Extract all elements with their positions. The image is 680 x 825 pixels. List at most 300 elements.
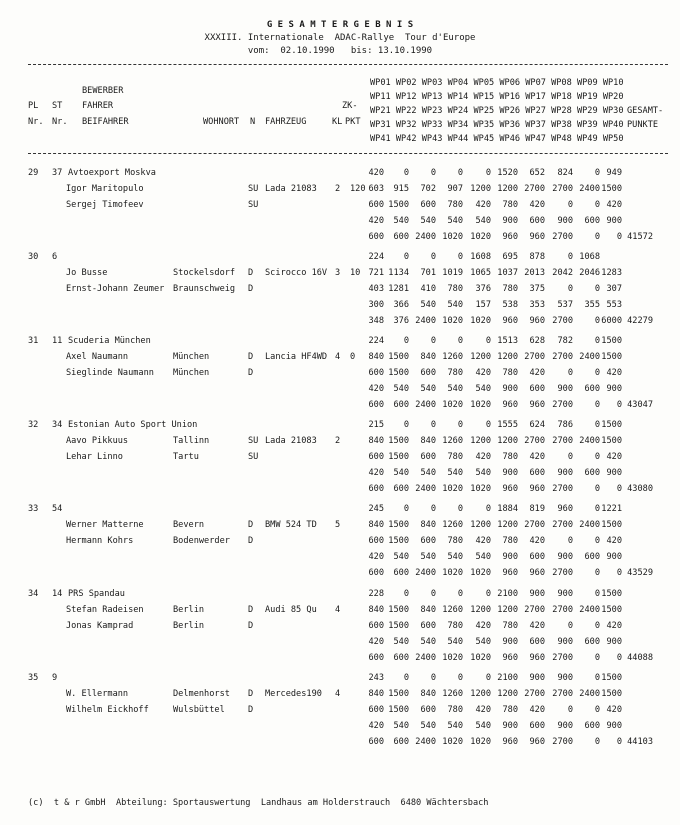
event-dates: vom: 02.10.1990 bis: 13.10.1990 <box>247 46 433 56</box>
stage-time-cell: 420 <box>368 721 384 731</box>
stage-time-cell: 600 <box>368 452 384 462</box>
stage-time-cell: 624 <box>529 420 545 430</box>
stage-time-cell: 420 <box>529 200 545 210</box>
entry-codriver-nation: D <box>248 536 254 546</box>
stage-time-cell: 157 <box>475 300 491 310</box>
stage-time-cell: 540 <box>420 384 436 394</box>
stage-time-cell: 915 <box>393 184 409 194</box>
stage-time-cell: 878 <box>529 252 545 262</box>
stage-time-cell: 900 <box>557 721 573 731</box>
stage-time-cell: 1500 <box>601 589 622 599</box>
stage-time-cell: 780 <box>502 621 518 631</box>
stage-time-cell: 366 <box>393 300 409 310</box>
header-separator-bottom <box>28 153 668 154</box>
stage-time-cell: 0 <box>616 232 622 242</box>
stage-time-cell: 600 <box>584 721 600 731</box>
stage-time-cell: 2700 <box>552 184 573 194</box>
stage-time-cell: 840 <box>368 436 384 446</box>
stage-time-cell: 0 <box>430 168 436 178</box>
stage-time-cell: 0 <box>594 336 600 346</box>
stage-time-cell: 1020 <box>442 484 463 494</box>
stage-time-cell: 1019 <box>442 268 463 278</box>
stage-time-cell: 2700 <box>552 316 573 326</box>
stage-time-cell: 0 <box>594 621 600 631</box>
stage-time-cell: 420 <box>368 168 384 178</box>
entry-place: 30 <box>28 252 39 262</box>
stage-time-cell: 0 <box>430 420 436 430</box>
stage-time-cell: 600 <box>529 552 545 562</box>
stage-time-cell: 2700 <box>552 352 573 362</box>
stage-time-cell: 960 <box>502 232 518 242</box>
stage-time-cell: 600 <box>393 737 409 747</box>
stage-time-cell: 1200 <box>470 184 491 194</box>
stage-time-cell: 780 <box>447 705 463 715</box>
stage-time-cell: 1020 <box>442 653 463 663</box>
entry-total: 43080 <box>627 484 653 494</box>
stage-time-cell: 900 <box>502 637 518 647</box>
stage-time-cell: 2400 <box>579 436 600 446</box>
stage-time-cell: 540 <box>475 552 491 562</box>
stage-time-cell: 0 <box>616 400 622 410</box>
stage-time-cell: 0 <box>403 589 409 599</box>
entry-class: 5 <box>335 520 341 530</box>
entry-driver-hometown: München <box>173 352 210 362</box>
stage-time-cell: 420 <box>368 216 384 226</box>
stage-time-cell: 540 <box>447 300 463 310</box>
entry-place: 34 <box>28 589 39 599</box>
stage-time-cell: 420 <box>475 368 491 378</box>
stage-time-cell: 0 <box>567 284 573 294</box>
entry-place: 32 <box>28 420 39 430</box>
stage-time-cell: 840 <box>420 352 436 362</box>
stage-time-cell: 0 <box>430 504 436 514</box>
stage-time-cell: 228 <box>368 589 384 599</box>
stage-time-cell: 403 <box>368 284 384 294</box>
col-kl: KL <box>332 117 343 127</box>
stage-time-cell: 420 <box>529 621 545 631</box>
entry-nation: D <box>248 605 254 615</box>
stage-time-cell: 540 <box>393 552 409 562</box>
stage-time-cell: 540 <box>475 637 491 647</box>
entry-total: 44088 <box>627 653 653 663</box>
stage-time-cell: 420 <box>475 536 491 546</box>
stage-time-cell: 2700 <box>552 520 573 530</box>
stage-time-cell: 376 <box>475 284 491 294</box>
entry-codriver-nation: SU <box>248 200 259 210</box>
stage-time-cell: 420 <box>368 552 384 562</box>
stage-time-cell: 786 <box>557 420 573 430</box>
entry-codriver-hometown: Braunschweig <box>173 284 236 294</box>
stage-time-cell: 2013 <box>524 268 545 278</box>
stage-time-cell: 600 <box>368 568 384 578</box>
stage-time-cell: 0 <box>485 168 491 178</box>
stage-time-cell: 0 <box>403 673 409 683</box>
stage-time-cell: 0 <box>594 589 600 599</box>
col-wp-row3: WP21 WP22 WP23 WP24 WP25 WP26 WP27 WP28 WP29 WP30 <box>370 106 624 116</box>
stage-time-cell: 780 <box>447 200 463 210</box>
stage-time-cell: 960 <box>502 316 518 326</box>
stage-time-cell: 1200 <box>497 184 518 194</box>
stage-time-cell: 900 <box>606 637 622 647</box>
stage-time-cell: 600 <box>529 721 545 731</box>
entry-class: 2 <box>335 436 341 446</box>
stage-time-cell: 353 <box>529 300 545 310</box>
stage-time-cell: 1500 <box>388 621 409 631</box>
stage-time-cell: 900 <box>606 468 622 478</box>
stage-time-cell: 0 <box>457 252 463 262</box>
stage-time-cell: 1500 <box>601 420 622 430</box>
entry-nation: D <box>248 520 254 530</box>
stage-time-cell: 1020 <box>442 737 463 747</box>
stage-time-cell: 0 <box>594 168 600 178</box>
stage-time-cell: 1500 <box>601 673 622 683</box>
stage-time-cell: 780 <box>502 452 518 462</box>
entry-points: 120 <box>350 184 366 194</box>
stage-time-cell: 540 <box>447 637 463 647</box>
stage-time-cell: 0 <box>594 653 600 663</box>
entry-driver-hometown: Tallinn <box>173 436 210 446</box>
stage-time-cell: 1500 <box>601 436 622 446</box>
col-st: ST <box>52 101 63 111</box>
entry-points: 10 <box>350 268 361 278</box>
entry-codriver: Sergej Timofeev <box>66 200 144 210</box>
stage-time-cell: 824 <box>557 168 573 178</box>
entry-driver-hometown: Stockelsdorf <box>173 268 236 278</box>
stage-time-cell: 721 <box>368 268 384 278</box>
stage-time-cell: 1200 <box>497 436 518 446</box>
stage-time-cell: 960 <box>529 232 545 242</box>
stage-time-cell: 960 <box>502 653 518 663</box>
stage-time-cell: 420 <box>606 368 622 378</box>
stage-time-cell: 960 <box>529 653 545 663</box>
stage-time-cell: 600 <box>584 216 600 226</box>
entry-start-number: 37 <box>52 168 63 178</box>
stage-time-cell: 900 <box>606 552 622 562</box>
stage-time-cell: 540 <box>447 384 463 394</box>
entry-total: 42279 <box>627 316 653 326</box>
entry-codriver: Wilhelm Eickhoff <box>66 705 149 715</box>
stage-time-cell: 1500 <box>388 689 409 699</box>
stage-time-cell: 1513 <box>497 336 518 346</box>
stage-time-cell: 1200 <box>470 436 491 446</box>
stage-time-cell: 1020 <box>470 400 491 410</box>
stage-time-cell: 1200 <box>470 352 491 362</box>
stage-time-cell: 0 <box>403 420 409 430</box>
stage-time-cell: 1500 <box>388 368 409 378</box>
stage-time-cell: 840 <box>368 352 384 362</box>
stage-time-cell: 224 <box>368 252 384 262</box>
stage-time-cell: 2700 <box>552 484 573 494</box>
stage-time-cell: 782 <box>557 336 573 346</box>
stage-time-cell: 420 <box>368 468 384 478</box>
stage-time-cell: 2700 <box>552 737 573 747</box>
stage-time-cell: 600 <box>368 737 384 747</box>
stage-time-cell: 1200 <box>497 689 518 699</box>
stage-time-cell: 780 <box>502 368 518 378</box>
stage-time-cell: 540 <box>420 468 436 478</box>
stage-time-cell: 0 <box>485 673 491 683</box>
entry-driver: Jo Busse <box>66 268 108 278</box>
stage-time-cell: 2700 <box>524 689 545 699</box>
stage-time-cell: 0 <box>594 673 600 683</box>
stage-time-cell: 0 <box>594 536 600 546</box>
stage-time-cell: 2400 <box>415 653 436 663</box>
stage-time-cell: 420 <box>529 452 545 462</box>
stage-time-cell: 0 <box>485 589 491 599</box>
stage-time-cell: 1281 <box>388 284 409 294</box>
stage-time-cell: 0 <box>430 252 436 262</box>
stage-time-cell: 900 <box>606 384 622 394</box>
stage-time-cell: 600 <box>420 368 436 378</box>
header-separator-top <box>28 64 668 65</box>
stage-time-cell: 540 <box>475 468 491 478</box>
col-n: N <box>250 117 256 127</box>
stage-time-cell: 0 <box>594 200 600 210</box>
stage-time-cell: 420 <box>529 705 545 715</box>
stage-time-cell: 600 <box>584 468 600 478</box>
stage-time-cell: 780 <box>447 452 463 462</box>
stage-time-cell: 0 <box>567 705 573 715</box>
stage-time-cell: 538 <box>502 300 518 310</box>
stage-time-cell: 0 <box>594 568 600 578</box>
stage-time-cell: 2700 <box>524 436 545 446</box>
stage-time-cell: 0 <box>594 284 600 294</box>
stage-time-cell: 307 <box>606 284 622 294</box>
entry-driver: Werner Matterne <box>66 520 144 530</box>
stage-time-cell: 1520 <box>497 168 518 178</box>
entry-points: 0 <box>350 352 356 362</box>
entry-vehicle: BMW 524 TD <box>265 520 317 530</box>
stage-time-cell: 900 <box>502 384 518 394</box>
stage-time-cell: 0 <box>485 420 491 430</box>
stage-time-cell: 780 <box>447 536 463 546</box>
stage-time-cell: 2700 <box>552 605 573 615</box>
stage-time-cell: 0 <box>594 368 600 378</box>
stage-time-cell: 840 <box>420 436 436 446</box>
stage-time-cell: 960 <box>502 737 518 747</box>
stage-time-cell: 600 <box>393 568 409 578</box>
stage-time-cell: 540 <box>420 637 436 647</box>
stage-time-cell: 600 <box>420 536 436 546</box>
stage-time-cell: 540 <box>393 721 409 731</box>
stage-time-cell: 900 <box>606 721 622 731</box>
col-pl: PL <box>28 101 39 111</box>
stage-time-cell: 2400 <box>415 568 436 578</box>
stage-time-cell: 960 <box>529 400 545 410</box>
document-title: G E S A M T E R G E B N I S <box>266 20 414 30</box>
entry-entrant: Estonian Auto Sport Union <box>68 420 198 430</box>
entry-codriver-hometown: Wulsbüttel <box>173 705 225 715</box>
stage-time-cell: 540 <box>475 721 491 731</box>
stage-time-cell: 695 <box>502 252 518 262</box>
stage-time-cell: 960 <box>502 568 518 578</box>
entry-start-number: 6 <box>52 252 58 262</box>
stage-time-cell: 2700 <box>524 352 545 362</box>
stage-time-cell: 819 <box>529 504 545 514</box>
stage-time-cell: 540 <box>420 721 436 731</box>
stage-time-cell: 420 <box>368 384 384 394</box>
stage-time-cell: 1065 <box>470 268 491 278</box>
stage-time-cell: 2400 <box>579 184 600 194</box>
entry-vehicle: Lancia HF4WD <box>265 352 328 362</box>
stage-time-cell: 600 <box>529 468 545 478</box>
stage-time-cell: 1020 <box>470 316 491 326</box>
stage-time-cell: 0 <box>403 336 409 346</box>
entry-class: 4 <box>335 352 341 362</box>
stage-time-cell: 540 <box>475 216 491 226</box>
stage-time-cell: 0 <box>457 504 463 514</box>
stage-time-cell: 1884 <box>497 504 518 514</box>
stage-time-cell: 0 <box>567 368 573 378</box>
stage-time-cell: 2042 <box>552 268 573 278</box>
stage-time-cell: 1200 <box>497 352 518 362</box>
stage-time-cell: 1020 <box>470 653 491 663</box>
stage-time-cell: 600 <box>368 200 384 210</box>
stage-time-cell: 780 <box>447 368 463 378</box>
entry-class: 2 <box>335 184 341 194</box>
stage-time-cell: 780 <box>502 200 518 210</box>
stage-time-cell: 600 <box>393 232 409 242</box>
entry-codriver: Sieglinde Naumann <box>66 368 154 378</box>
stage-time-cell: 348 <box>368 316 384 326</box>
stage-time-cell: 600 <box>368 368 384 378</box>
entry-codriver-hometown: München <box>173 368 210 378</box>
stage-time-cell: 0 <box>403 252 409 262</box>
entry-driver: Axel Naumann <box>66 352 129 362</box>
entry-codriver-nation: D <box>248 705 254 715</box>
stage-time-cell: 960 <box>529 484 545 494</box>
stage-time-cell: 840 <box>420 689 436 699</box>
col-beifahrer: BEIFAHRER <box>82 117 129 127</box>
stage-time-cell: 900 <box>502 721 518 731</box>
stage-time-cell: 540 <box>393 637 409 647</box>
stage-time-cell: 2400 <box>415 316 436 326</box>
stage-time-cell: 0 <box>594 316 600 326</box>
stage-time-cell: 2700 <box>552 568 573 578</box>
stage-time-cell: 1020 <box>442 568 463 578</box>
stage-time-cell: 540 <box>447 468 463 478</box>
stage-time-cell: 1200 <box>470 520 491 530</box>
col-wp-row4: WP31 WP32 WP33 WP34 WP35 WP36 WP37 WP38 WP39 WP40 <box>370 120 624 130</box>
stage-time-cell: 600 <box>584 552 600 562</box>
stage-time-cell: 600 <box>368 484 384 494</box>
stage-time-cell: 949 <box>606 168 622 178</box>
stage-time-cell: 2400 <box>415 232 436 242</box>
stage-time-cell: 2400 <box>579 605 600 615</box>
stage-time-cell: 1200 <box>497 520 518 530</box>
col-wp-row5: WP41 WP42 WP43 WP44 WP45 WP46 WP47 WP48 WP49 WP50 <box>370 134 624 144</box>
stage-time-cell: 900 <box>529 673 545 683</box>
stage-time-cell: 0 <box>430 673 436 683</box>
stage-time-cell: 0 <box>594 737 600 747</box>
stage-time-cell: 0 <box>616 737 622 747</box>
stage-time-cell: 0 <box>457 589 463 599</box>
stage-time-cell: 420 <box>529 368 545 378</box>
stage-time-cell: 600 <box>529 216 545 226</box>
stage-time-cell: 2400 <box>415 484 436 494</box>
entry-codriver-nation: D <box>248 621 254 631</box>
stage-time-cell: 2700 <box>524 520 545 530</box>
stage-time-cell: 2700 <box>524 184 545 194</box>
stage-time-cell: 600 <box>420 705 436 715</box>
col-fahrzeug: FAHRZEUG <box>265 117 307 127</box>
entry-codriver-hometown: Berlin <box>173 621 205 631</box>
stage-time-cell: 0 <box>403 168 409 178</box>
entry-driver-hometown: Bevern <box>173 520 205 530</box>
entry-codriver: Ernst-Johann Zeumer <box>66 284 165 294</box>
stage-time-cell: 420 <box>368 637 384 647</box>
entry-start-number: 34 <box>52 420 63 430</box>
stage-time-cell: 0 <box>616 653 622 663</box>
entry-nation: SU <box>248 436 259 446</box>
stage-time-cell: 243 <box>368 673 384 683</box>
stage-time-cell: 780 <box>502 705 518 715</box>
stage-time-cell: 600 <box>393 484 409 494</box>
col-wp-row2: WP11 WP12 WP13 WP14 WP15 WP16 WP17 WP18 WP19 WP20 <box>370 92 624 102</box>
stage-time-cell: 2400 <box>415 737 436 747</box>
stage-time-cell: 1020 <box>442 400 463 410</box>
stage-time-cell: 376 <box>393 316 409 326</box>
stage-time-cell: 0 <box>594 705 600 715</box>
stage-time-cell: 1500 <box>601 184 622 194</box>
stage-time-cell: 1134 <box>388 268 409 278</box>
entry-class: 4 <box>335 605 341 615</box>
stage-time-cell: 215 <box>368 420 384 430</box>
entry-place: 31 <box>28 336 39 346</box>
stage-time-cell: 840 <box>368 689 384 699</box>
stage-time-cell: 600 <box>420 621 436 631</box>
col-zk: ZK- <box>342 101 358 111</box>
stage-time-cell: 0 <box>485 504 491 514</box>
stage-time-cell: 600 <box>368 536 384 546</box>
stage-time-cell: 907 <box>447 184 463 194</box>
stage-time-cell: 960 <box>502 400 518 410</box>
entry-codriver: Lehar Linno <box>66 452 123 462</box>
stage-time-cell: 600 <box>368 653 384 663</box>
entry-driver: Igor Maritopulo <box>66 184 144 194</box>
entry-driver: Stefan Radeisen <box>66 605 144 615</box>
stage-time-cell: 1500 <box>388 436 409 446</box>
stage-time-cell: 420 <box>475 200 491 210</box>
stage-time-cell: 2700 <box>552 232 573 242</box>
entry-nation: D <box>248 352 254 362</box>
stage-time-cell: 780 <box>447 621 463 631</box>
stage-time-cell: 540 <box>420 552 436 562</box>
entry-place: 29 <box>28 168 39 178</box>
stage-time-cell: 0 <box>403 504 409 514</box>
stage-time-cell: 603 <box>368 184 384 194</box>
stage-time-cell: 420 <box>529 536 545 546</box>
stage-time-cell: 224 <box>368 336 384 346</box>
stage-time-cell: 420 <box>475 705 491 715</box>
stage-time-cell: 0 <box>594 420 600 430</box>
stage-time-cell: 2400 <box>579 689 600 699</box>
stage-time-cell: 540 <box>393 216 409 226</box>
stage-time-cell: 2400 <box>415 400 436 410</box>
stage-time-cell: 0 <box>567 452 573 462</box>
entry-entrant: Scuderia München <box>68 336 151 346</box>
entry-class: 4 <box>335 689 341 699</box>
stage-time-cell: 1500 <box>601 520 622 530</box>
stage-time-cell: 0 <box>457 168 463 178</box>
col-fahrer: FAHRER <box>82 101 114 111</box>
stage-time-cell: 420 <box>606 536 622 546</box>
stage-time-cell: 355 <box>584 300 600 310</box>
stage-time-cell: 2100 <box>497 673 518 683</box>
stage-time-cell: 900 <box>606 216 622 226</box>
entry-place: 35 <box>28 673 39 683</box>
stage-time-cell: 960 <box>557 504 573 514</box>
